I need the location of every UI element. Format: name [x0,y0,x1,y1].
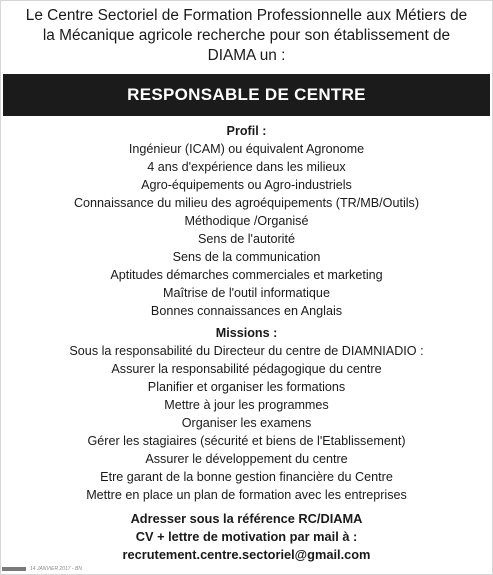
intro-line-3: DIAMA un : [207,47,286,64]
publication-date: 14 JANVIER 2017 - BN [30,566,82,572]
profil-item: Connaissance du milieu des agroéquipements (TR/MB/Outils) [73,196,420,210]
mission-item: Gérer les stagiaires (sécurité et biens de l'Etablissement) [87,434,406,448]
profil-item: Agro-équipements ou Agro-industriels [141,178,352,192]
profil-section [6,122,487,320]
profil-item: Maîtrise de l'outil informatique [163,286,330,300]
profil-item: Bonnes connaissances en Anglais [150,304,343,318]
application-instructions [6,510,487,564]
intro-paragraph [10,6,483,66]
profil-item: Méthodique /Organisé [184,214,309,228]
profil-item: Sens de la communication [172,250,321,264]
reference-line: Adresser sous la référence RC/DIAMA [130,511,363,526]
intro-line-1: Le Centre Sectoriel de Formation Professionnelle aux Métiers de [25,7,468,24]
profil-item: 4 ans d'expérience dans les milieux [147,160,346,174]
intro-line-2: la Mécanique agricole recherche pour son établissement de [42,27,451,44]
profil-item: Aptitudes démarches commerciales et marketing [110,268,383,282]
profil-item: Ingénieur (ICAM) ou équivalent Agronome [128,142,365,156]
mission-item: Assurer le développement du centre [145,452,348,466]
profil-heading: Profil : [226,124,267,138]
mission-item: Assurer la responsabilité pédagogique du centre [111,362,382,376]
profil-item: Sens de l'autorité [198,232,295,246]
mission-item: Mettre à jour les programmes [164,398,329,412]
missions-heading: Missions : [215,326,278,340]
missions-section [6,324,487,504]
mission-item: Etre garant de la bonne gestion financière du Centre [100,470,393,484]
job-title-banner [3,74,490,116]
mission-item: Organiser les examens [181,416,312,430]
mission-item: Planifier et organiser les formations [147,380,346,394]
documents-line: CV + lettre de motivation par mail à : [135,529,358,544]
mission-item: Mettre en place un plan de formation avec les entreprises [86,488,407,502]
mission-item: Sous la responsabilité du Directeur du centre de DIAMNIADIO : [69,344,424,358]
publication-footer [2,566,82,572]
job-title: RESPONSABLE DE CENTRE [127,85,366,104]
contact-email: recrutement.centre.sectoriel@gmail.com [122,547,371,562]
publisher-stamp [2,567,26,571]
